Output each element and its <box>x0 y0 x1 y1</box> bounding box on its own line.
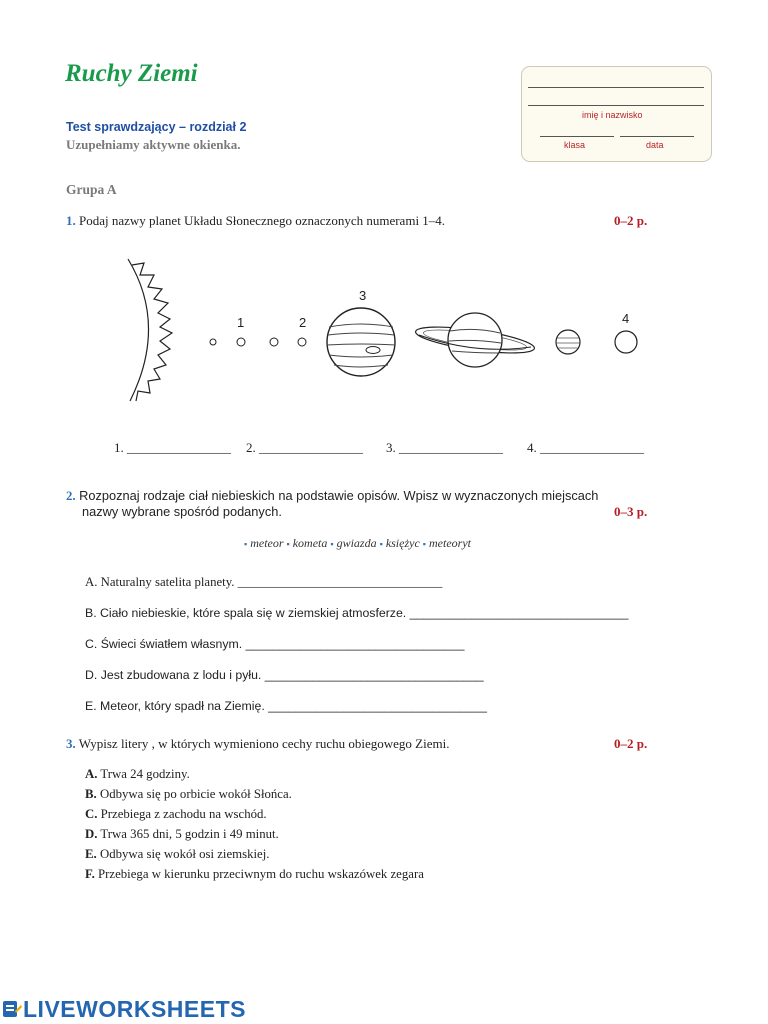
answer-1-blank[interactable]: 1. ________________ <box>114 440 231 455</box>
question-2-number: 2. <box>66 489 76 503</box>
liveworksheets-logo[interactable] <box>2 996 246 1023</box>
question-2 <box>66 488 598 504</box>
question-3-options <box>85 764 424 884</box>
question-2-item-b[interactable]: B. Ciało niebieskie, które spala się w ziemskiej atmosferze. ________________________________ <box>85 606 629 620</box>
small-planet-dot-icon <box>210 339 216 345</box>
instruction-text: Uzupełniamy aktywne okienka. <box>66 137 241 152</box>
word-bank-item: gwiazda <box>336 536 377 550</box>
class-label: klasa <box>564 140 586 150</box>
question-1 <box>66 213 445 229</box>
option-letter: F. <box>85 867 95 881</box>
name-line-1[interactable] <box>528 87 704 88</box>
date-label: data <box>646 140 664 150</box>
planet-label-4: 4 <box>622 311 630 326</box>
option-d[interactable] <box>85 824 424 844</box>
page-title: Ruchy Ziemi <box>65 60 198 87</box>
bullet-icon: ▪ <box>330 539 334 549</box>
solar-system-illustration <box>110 255 670 405</box>
option-text: Trwa 24 godziny. <box>100 767 190 781</box>
question-3-text: Wypisz litery , w których wymieniono cechy ruchu obiegowego Ziemi. <box>78 736 450 751</box>
question-1-number: 1. <box>66 213 76 228</box>
planet-4-icon <box>615 331 637 353</box>
word-bank <box>244 536 471 551</box>
answer-3-blank[interactable]: 3. ________________ <box>386 440 503 455</box>
question-2-item-a[interactable]: A. Naturalny satelita planety. ________________________________ <box>85 575 443 589</box>
question-3-number: 3. <box>66 736 76 751</box>
earth-icon <box>270 338 278 346</box>
liveworksheets-logo-icon <box>2 999 22 1019</box>
option-text: Trwa 365 dni, 5 godzin i 49 minut. <box>100 827 279 841</box>
option-text: Przebiega z zachodu na wschód. <box>100 807 267 821</box>
option-letter: E. <box>85 847 97 861</box>
brand-name: LIVEWORKSHEETS <box>23 996 246 1022</box>
planet-label-2: 2 <box>299 315 307 330</box>
answer-4-blank[interactable]: 4. ________________ <box>527 440 644 455</box>
word-bank-item: meteor <box>250 536 284 550</box>
uranus-icon <box>556 330 580 354</box>
saturn-icon <box>414 313 536 367</box>
option-text: Odbywa się wokół osi ziemskiej. <box>99 847 270 861</box>
question-2-item-e[interactable]: E. Meteor, który spadł na Ziemię. ________________________________ <box>85 699 488 713</box>
option-b[interactable] <box>85 784 424 804</box>
option-text: Przebiega w kierunku przeciwnym do ruchu wskazówek zegara <box>98 867 424 881</box>
option-letter: D. <box>85 827 98 841</box>
planet-label-1: 1 <box>237 315 245 330</box>
date-line[interactable] <box>620 136 694 137</box>
sun-icon <box>128 259 172 401</box>
bullet-icon: ▪ <box>379 539 383 549</box>
answer-2-blank[interactable]: 2. ________________ <box>246 440 363 455</box>
option-c[interactable] <box>85 804 424 824</box>
word-bank-item: meteoryt <box>429 536 471 550</box>
question-1-points: 0–2 p. <box>614 213 648 228</box>
name-label: imię i nazwisko <box>582 110 643 120</box>
option-e[interactable] <box>85 844 424 864</box>
planet-2-icon <box>298 338 306 346</box>
question-2-text-line2: nazwy wybrane spośród podanych. <box>82 504 282 519</box>
bullet-icon: ▪ <box>286 539 290 549</box>
class-line[interactable] <box>540 136 614 137</box>
bullet-icon: ▪ <box>422 539 426 549</box>
bullet-icon: ▪ <box>244 539 248 549</box>
question-3-points: 0–2 p. <box>614 736 648 751</box>
question-2-item-c[interactable]: C. Świeci światłem własnym. ________________________________ <box>85 637 465 651</box>
question-2-text-line1: Rozpoznaj rodzaje ciał niebieskich na podstawie opisów. Wpisz w wyznaczonych miejscach <box>79 488 599 503</box>
test-subtitle: Test sprawdzający – rozdział 2 <box>66 120 247 134</box>
question-1-text: Podaj nazwy planet Układu Słonecznego oznaczonych numerami 1–4. <box>79 213 446 228</box>
planet-1-icon <box>237 338 245 346</box>
question-2-points: 0–3 p. <box>614 504 648 519</box>
word-bank-item: kometa <box>292 536 328 550</box>
option-a[interactable] <box>85 764 424 784</box>
option-text: Odbywa się po orbicie wokół Słońca. <box>99 787 292 801</box>
option-letter: B. <box>85 787 97 801</box>
planet-label-3: 3 <box>359 288 367 303</box>
option-letter: C. <box>85 807 98 821</box>
question-3 <box>66 736 449 752</box>
name-line-2[interactable] <box>528 105 704 106</box>
planet-3-jupiter-icon <box>327 308 395 376</box>
student-info-box <box>521 66 712 162</box>
option-f[interactable] <box>85 864 424 884</box>
option-letter: A. <box>85 767 98 781</box>
group-label: Grupa A <box>66 182 117 197</box>
question-2-item-d[interactable]: D. Jest zbudowana z lodu i pyłu. ________________________________ <box>85 668 484 682</box>
word-bank-item: księżyc <box>385 536 420 550</box>
